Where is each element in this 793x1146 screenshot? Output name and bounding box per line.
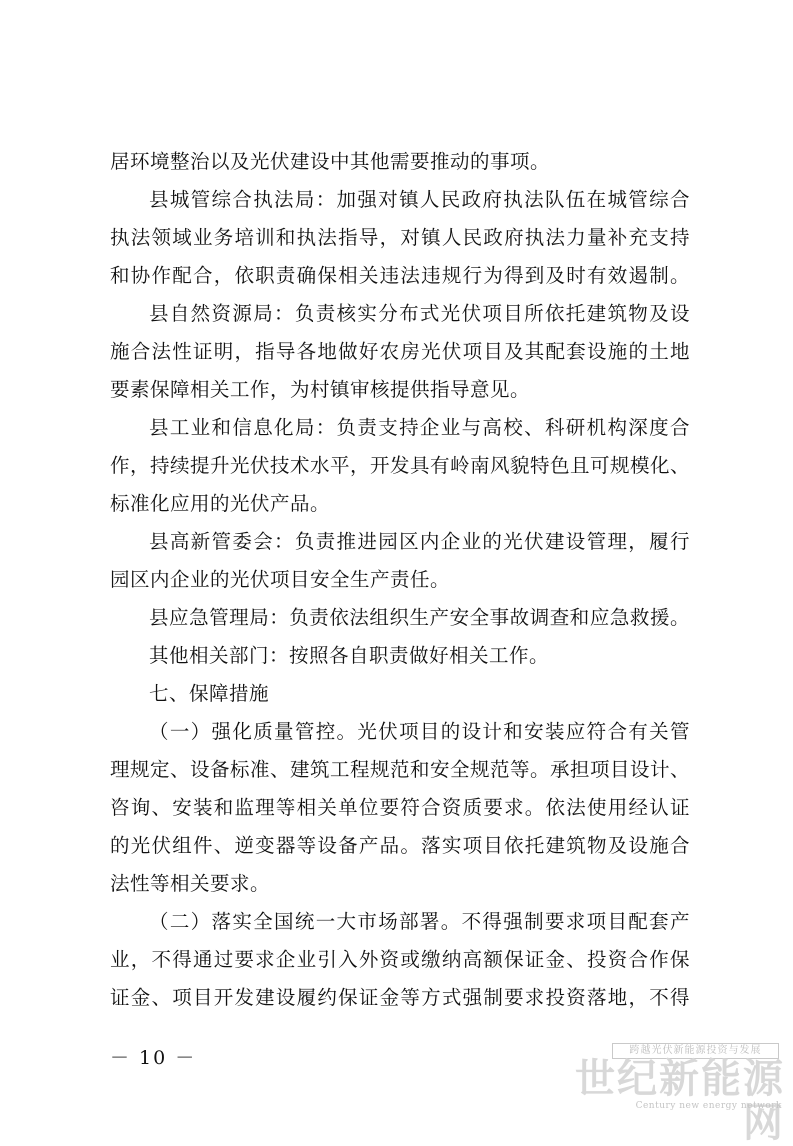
site-watermark: [560, 1043, 785, 1146]
text-line: 作，持续提升光伏技术水平，开发具有岭南风貌特色且可规模化、: [110, 454, 691, 477]
text-line: 证金、项目开发建设履约保证金等方式强制要求投资落地，不得: [110, 986, 690, 1009]
text-line: （二）落实全国统一大市场部署。不得强制要求项目配套产: [149, 910, 690, 933]
text-line: 咨询、安装和监理等相关单位要符合资质要求。依法使用经认证: [110, 796, 690, 819]
text-line: 业，不得通过要求企业引入外资或缴纳高额保证金、投资合作保: [110, 948, 690, 971]
page-number: － 10 －: [110, 1047, 197, 1069]
text-line: 和协作配合，依职责确保相关违法违规行为得到及时有效遏制。: [110, 264, 690, 287]
text-line: 执法领域业务培训和执法指导，对镇人民政府执法力量补充支持: [110, 226, 690, 249]
text-line: 施合法性证明，指导各地做好农房光伏项目及其配套设施的土地: [110, 340, 690, 363]
text-line: 法性等相关要求。: [110, 872, 271, 895]
text-line: 县城管综合执法局：加强对镇人民政府执法队伍在城管综合: [149, 188, 690, 211]
text-line: 理规定、设备标准、建筑工程规范和安全规范等。承担项目设计、: [110, 758, 691, 781]
text-line: 县应急管理局：负责依法组织生产安全事故调查和应急救援。: [149, 606, 690, 629]
text-line: 园区内企业的光伏项目安全生产责任。: [110, 568, 451, 591]
text-line: 标准化应用的光伏产品。: [110, 492, 331, 515]
body-text: [110, 143, 690, 1017]
text-line: 县自然资源局：负责核实分布式光伏项目所依托建筑物及设: [149, 302, 690, 325]
text-line: （一）强化质量管控。光伏项目的设计和安装应符合有关管: [149, 720, 690, 743]
watermark-logo-text: 世纪新能源网: [575, 1056, 785, 1146]
text-line: 其他相关部门：按照各自职责做好相关工作。: [149, 644, 550, 667]
watermark-banner: 跨越光伏新能源投资与发展: [612, 1043, 779, 1059]
text-line: 要素保障相关工作，为村镇审核提供指导意见。: [110, 378, 531, 401]
watermark-subtitle: Century new energy network: [635, 1101, 782, 1111]
text-line: 居环境整治以及光伏建设中其他需要推动的事项。: [110, 150, 551, 173]
section-heading: 七、保障措施: [149, 682, 270, 705]
text-line: 的光伏组件、逆变器等设备产品。落实项目依托建筑物及设施合: [110, 834, 690, 857]
text-line: 县工业和信息化局：负责支持企业与高校、科研机构深度合: [149, 416, 690, 439]
text-line: 县高新管委会：负责推进园区内企业的光伏建设管理，履行: [149, 530, 690, 553]
